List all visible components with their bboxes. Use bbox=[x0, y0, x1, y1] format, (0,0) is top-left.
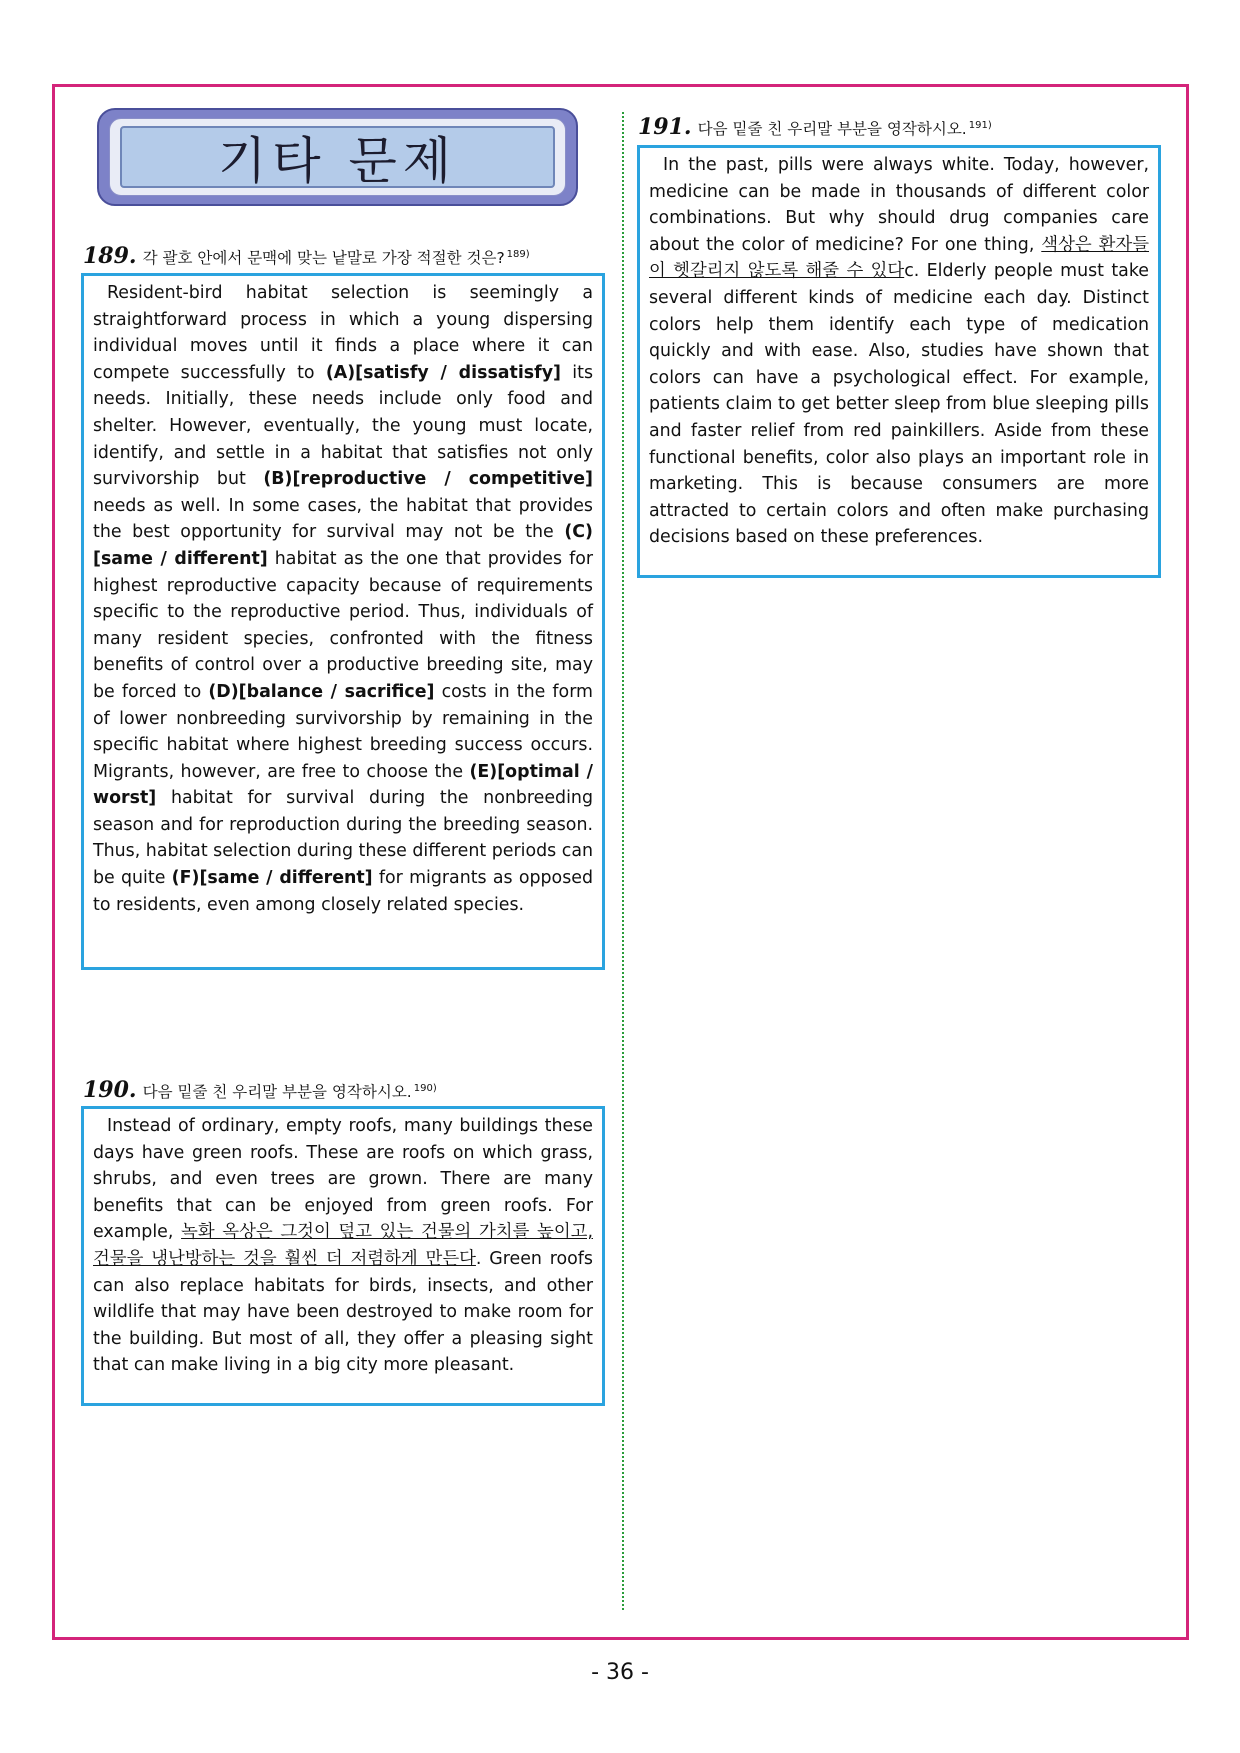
passage-text: c. Elderly people must take several different kinds of medicine each day. Distinct colors help them identify each type of medication quickly and with ease. Also, studies have shown that colors can have a psychological effect. For example, patients claim to get better sleep from blue sleeping pills and faster relief from red painkillers. Aside from these functional benefits, color also plays an important role in marketing. This is because consumers are more attracted to certain colors and often make purchasing decisions based on these preferences. bbox=[649, 261, 1149, 548]
column-divider bbox=[622, 112, 624, 1610]
passage-box-190 bbox=[81, 1106, 605, 1406]
blank-choice: (F)[same / different] bbox=[171, 868, 373, 889]
passage-box-191 bbox=[637, 145, 1161, 578]
passage-text: Instead of ordinary, empty roofs, many buildings these days have green roofs. These are roofs on which grass, shrubs, and even trees are grown. There are many benefits that can be enjoyed from green roofs. For example, bbox=[93, 1116, 593, 1243]
page-number: - 36 - bbox=[591, 1660, 649, 1685]
question-header-191 bbox=[638, 114, 992, 140]
question-number: 191. bbox=[638, 114, 692, 140]
blank-choice: (B)[reproductive / competitive] bbox=[263, 469, 593, 490]
blank-choice: (D)[balance / sacrifice] bbox=[208, 681, 435, 702]
underlined-korean: 녹화 옥상은 그것이 덮고 있는 건물의 가치를 높이고, 건물을 냉난방하는 것을 훨씬 더 저렴하게 만든다 bbox=[93, 1222, 593, 1269]
passage-text: its needs. Initially, these needs include only food and shelter. However, eventually, the young must locate, identify, and settle in a habitat that satisfies not only survivorship but bbox=[93, 362, 593, 490]
passage-189 bbox=[93, 280, 593, 918]
question-header-190 bbox=[83, 1077, 437, 1103]
footnote-marker: 189) bbox=[506, 248, 530, 260]
footnote-marker: 190) bbox=[413, 1082, 437, 1094]
footnote-marker: 191) bbox=[968, 119, 992, 131]
question-prompt: 각 괄호 안에서 문맥에 맞는 낱말로 가장 적절한 것은? bbox=[142, 249, 505, 267]
passage-text: In the past, pills were always white. Today, however, medicine can be made in thousands of different color combinations. But why should drug companies care about the color of medicine? For one thing, bbox=[649, 155, 1149, 255]
question-prompt: 다음 밑줄 친 우리말 부분을 영작하시오. bbox=[142, 1083, 412, 1101]
passage-text: needs as well. In some cases, the habitat that provides the best opportunity for survival may not be the bbox=[93, 495, 593, 543]
title-banner bbox=[97, 108, 578, 206]
title-banner-mid bbox=[109, 118, 566, 196]
blank-choice: (C)[same / different] bbox=[93, 522, 593, 569]
passage-191 bbox=[649, 152, 1149, 551]
passage-text: habitat as the one that provides for highest reproductive capacity because of requirements specific to the reproductive period. Thus, individuals of many resident species, confronted with the fitness benefits of control over a productive breeding site, may be forced to bbox=[93, 548, 594, 702]
underlined-korean: 색상은 환자들이 헷갈리지 않도록 해줄 수 있다 bbox=[649, 234, 1149, 282]
question-number: 190. bbox=[83, 1077, 137, 1103]
passage-text: habitat for survival during the nonbreeding season and for reproduction during the breeding season. Thus, habitat selection during these different periods can be quite bbox=[93, 788, 593, 889]
passage-text: for migrants as opposed to residents, even among closely related species. bbox=[93, 868, 593, 915]
question-header-189 bbox=[83, 243, 530, 269]
section-title: 기타 문제 bbox=[217, 132, 458, 190]
blank-choice: (E)[optimal / worst] bbox=[93, 761, 593, 809]
passage-190 bbox=[93, 1113, 593, 1379]
passage-text: costs in the form of lower nonbreeding survivorship by remaining in the specific habitat where highest breeding success occurs. Migrants, however, are free to choose the bbox=[93, 681, 593, 782]
question-prompt: 다음 밑줄 친 우리말 부분을 영작하시오. bbox=[697, 120, 967, 138]
question-number: 189. bbox=[83, 243, 137, 269]
blank-choice: (A)[satisfy / dissatisfy] bbox=[325, 362, 562, 383]
title-banner-inner bbox=[120, 126, 555, 188]
passage-text: . Green roofs can also replace habitats for birds, insects, and other wildlife that may have been destroyed to make room for the building. But most of all, they offer a pleasing sight that can make living in a big city more pleasant. bbox=[93, 1248, 593, 1376]
passage-box-189 bbox=[81, 273, 605, 970]
passage-text: Resident-bird habitat selection is seemingly a straightforward process in which a young dispersing individual moves until it finds a place where it can compete successfully to bbox=[93, 283, 593, 383]
